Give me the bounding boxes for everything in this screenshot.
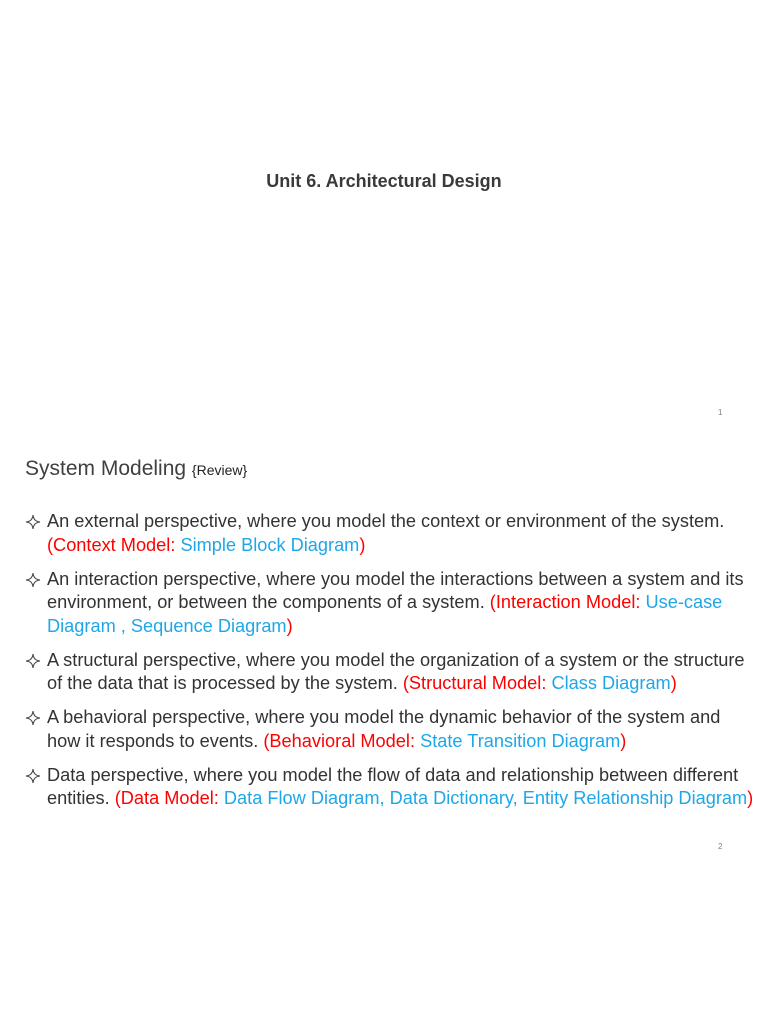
bullet-list xyxy=(25,510,755,821)
bullet-text: A behavioral perspective, where you model the dynamic behavior of the system and how it responds to events. xyxy=(47,707,721,751)
model-label: (Behavioral Model: xyxy=(263,730,421,751)
diagram-names: Data Flow Diagram, Data Dictionary, Entity Relationship Diagram xyxy=(223,788,748,808)
star-bullet-icon xyxy=(25,653,41,669)
slide-title: Unit 6. Architectural Design xyxy=(266,171,502,191)
page-number: 2 xyxy=(718,842,723,851)
close-paren: ) xyxy=(359,534,366,555)
star-bullet-icon xyxy=(25,572,41,588)
content-slide xyxy=(0,430,768,870)
bullet-text: An external perspective, where you model the context or environment of the system. xyxy=(47,511,725,531)
star-bullet-icon xyxy=(25,710,41,726)
model-label: (Data Model: xyxy=(114,788,224,808)
diagram-names: Class Diagram xyxy=(551,673,671,693)
diagram-names: Use-case Diagram , Sequence Diagram xyxy=(47,592,723,636)
close-paren: ) xyxy=(670,673,677,693)
close-paren: ) xyxy=(747,788,754,808)
page-number: 1 xyxy=(718,408,723,417)
star-bullet-icon xyxy=(25,768,41,784)
model-label: (Context Model: xyxy=(47,534,181,555)
bullet-item xyxy=(25,706,755,753)
bullet-item xyxy=(25,510,755,557)
close-paren: ) xyxy=(286,615,293,636)
diagram-names: Simple Block Diagram xyxy=(180,534,360,555)
bullet-text: An interaction perspective, where you model the interactions between a system and its environment, or between the components of a system. xyxy=(47,568,744,612)
heading-note: {Review} xyxy=(191,462,248,478)
close-paren: ) xyxy=(620,730,627,751)
title-slide xyxy=(0,0,768,430)
slide-heading xyxy=(25,457,247,481)
diagram-names: State Transition Diagram xyxy=(420,730,621,751)
bullet-item xyxy=(25,568,755,639)
bullet-text: A structural perspective, where you model the organization of a system or the structure of the data that is processed by the system. xyxy=(47,649,745,693)
bullet-item xyxy=(25,649,755,696)
star-bullet-icon xyxy=(25,514,41,530)
model-label: (Interaction Model: xyxy=(489,592,646,612)
heading-text: System Modeling xyxy=(25,457,187,480)
bullet-text: Data perspective, where you model the flow of data and relationship between different entities. xyxy=(47,764,739,808)
bullet-item xyxy=(25,764,755,811)
model-label: (Structural Model: xyxy=(402,673,552,693)
